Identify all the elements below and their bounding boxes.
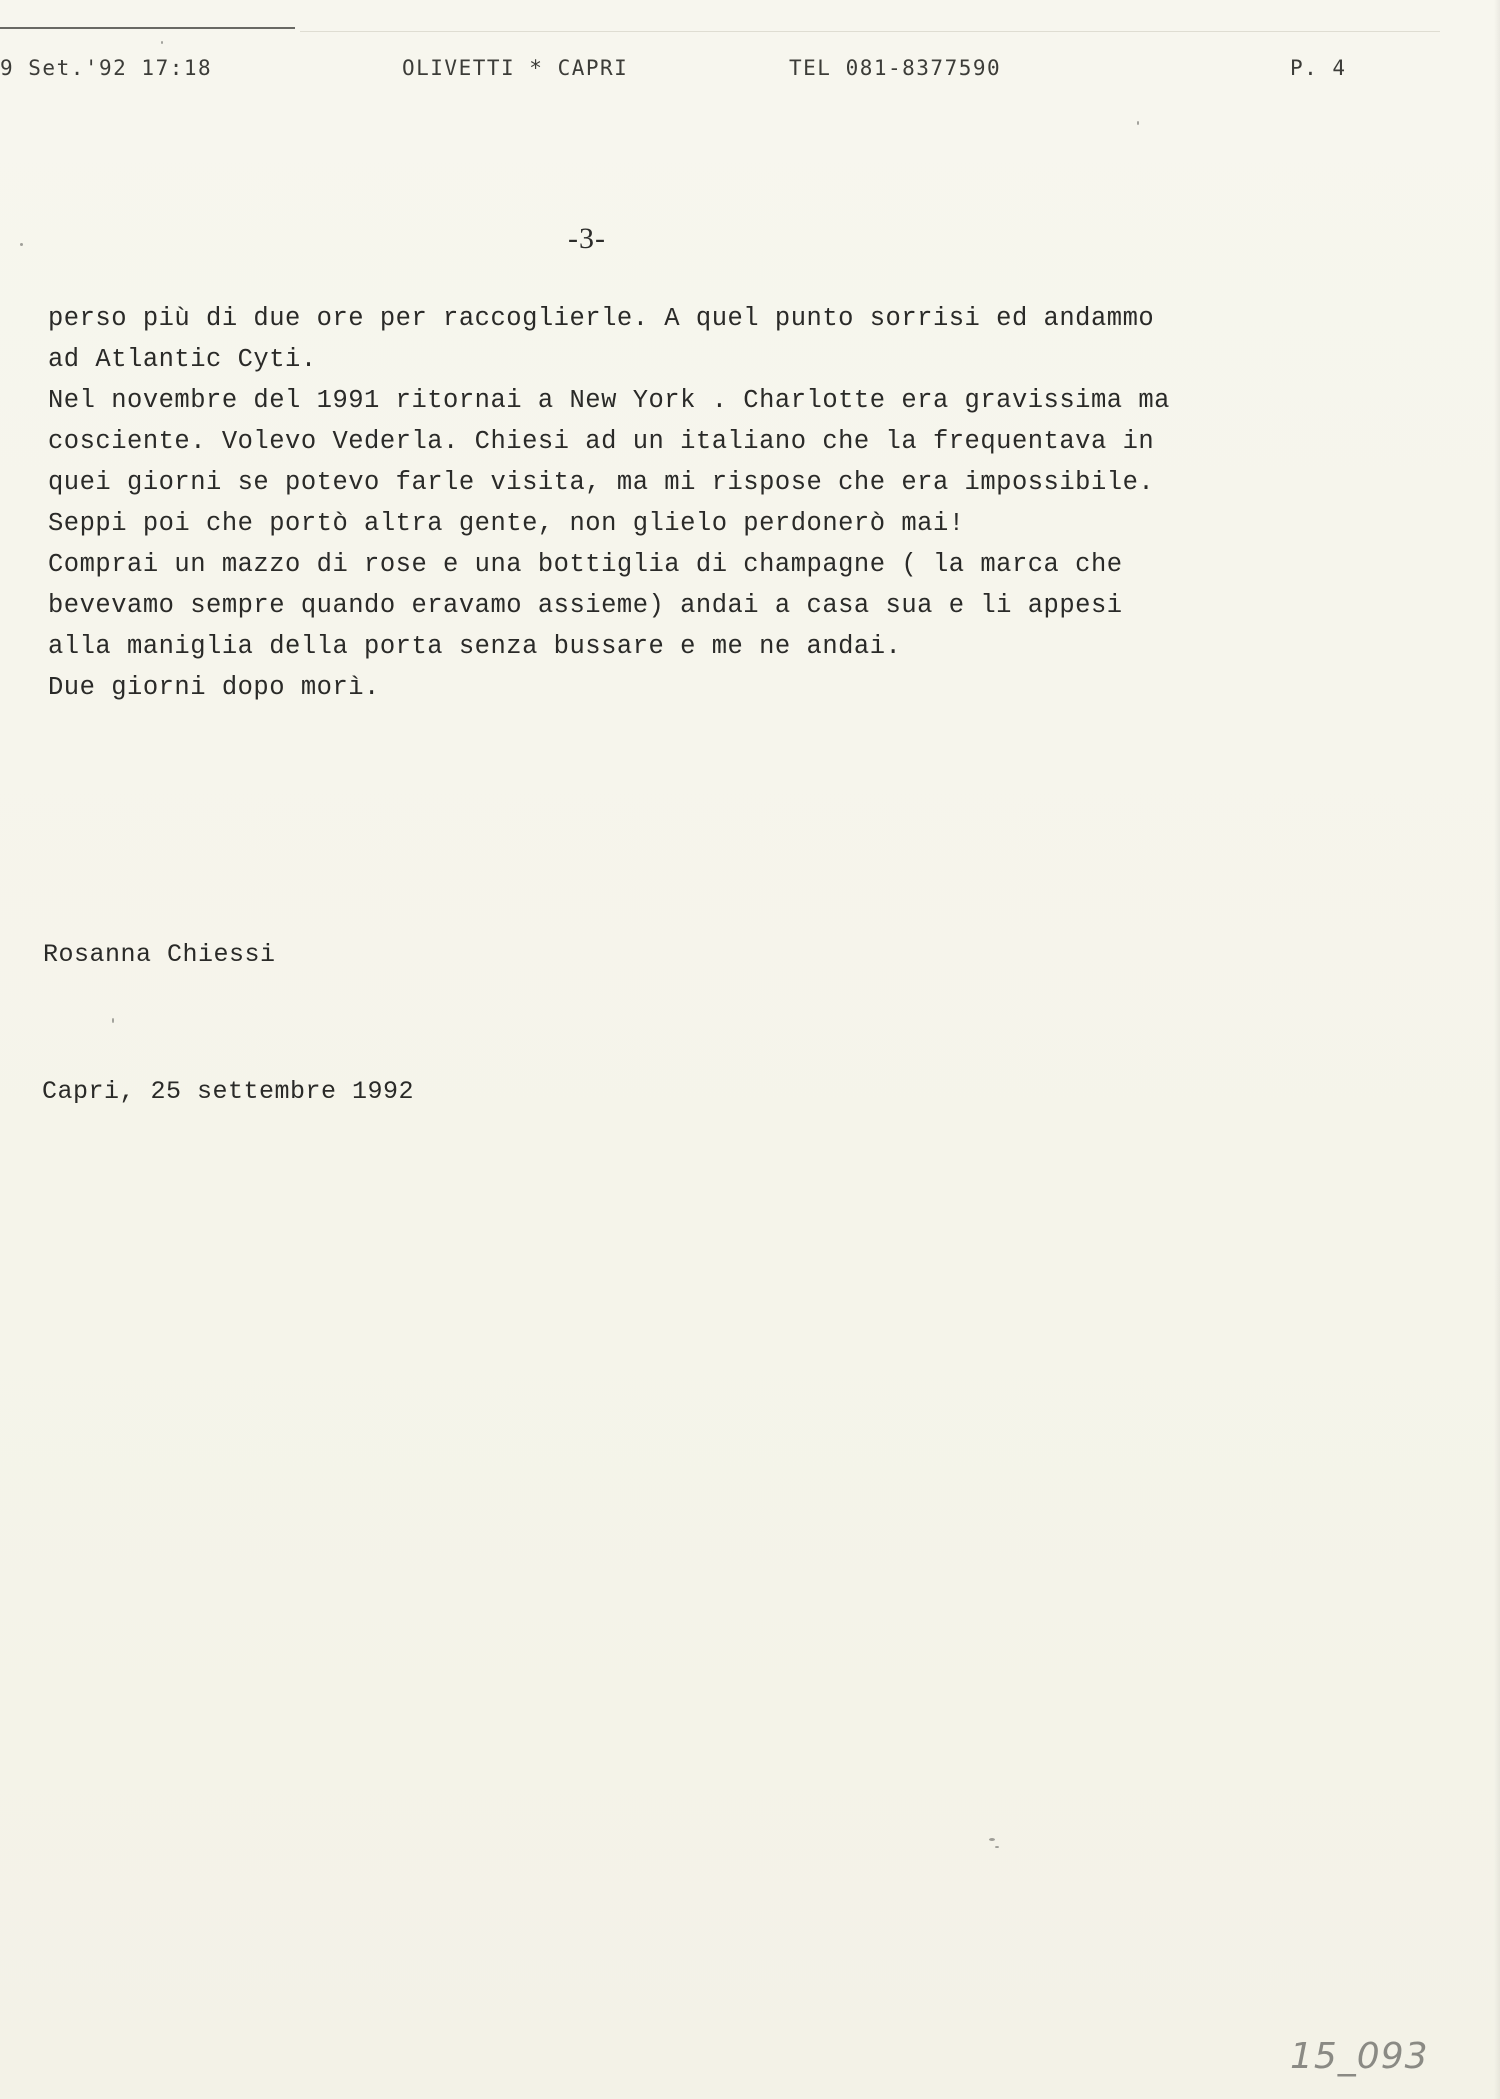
paper-speck (112, 1018, 114, 1023)
body-line: alla maniglia della porta senza bussare e me ne andai. (48, 632, 902, 661)
signature-name: Rosanna Chiessi (43, 940, 276, 969)
fax-top-rule-faint (300, 31, 1440, 32)
fax-header-sender: OLIVETTI * CAPRI (402, 56, 629, 80)
fax-header-page: P. 4 (1290, 56, 1347, 80)
body-line: ad Atlantic Cyti. (48, 345, 317, 374)
body-line: bevevamo sempre quando eravamo assieme) andai a casa sua e li appesi (48, 591, 1123, 620)
body-line: quei giorni se potevo farle visita, ma mi rispose che era impossibile. (48, 468, 1155, 497)
body-line: cosciente. Volevo Vederla. Chiesi ad un italiano che la frequentava in (48, 427, 1155, 456)
fax-top-rule (0, 27, 295, 29)
paper-speck (995, 1846, 999, 1848)
paper-speck (161, 41, 163, 44)
body-line: Seppi poi che portò altra gente, non glielo perdonerò mai! (48, 509, 965, 538)
body-line: Comprai un mazzo di rose e una bottiglia di champagne ( la marca che (48, 550, 1123, 579)
body-line: Due giorni dopo morì. (48, 673, 380, 702)
body-line: Nel novembre del 1991 ritornai a New York . Charlotte era gravissima ma (48, 386, 1170, 415)
place-and-date: Capri, 25 settembre 1992 (42, 1077, 415, 1106)
page-edge-shadow (1494, 0, 1500, 2099)
fax-header-telephone: TEL 081-8377590 (789, 56, 1002, 80)
letter-body (48, 298, 1248, 708)
paper-speck (989, 1838, 995, 1841)
paper-speck (20, 243, 23, 246)
body-line: perso più di due ore per raccoglierle. A quel punto sorrisi ed andammo (48, 304, 1155, 333)
paper-speck (1137, 121, 1139, 125)
archive-id-handwritten: 15_093 (1290, 2036, 1429, 2077)
fax-header-date-time: 9 Set.'92 17:18 (0, 56, 213, 80)
page-number: -3- (568, 222, 606, 255)
